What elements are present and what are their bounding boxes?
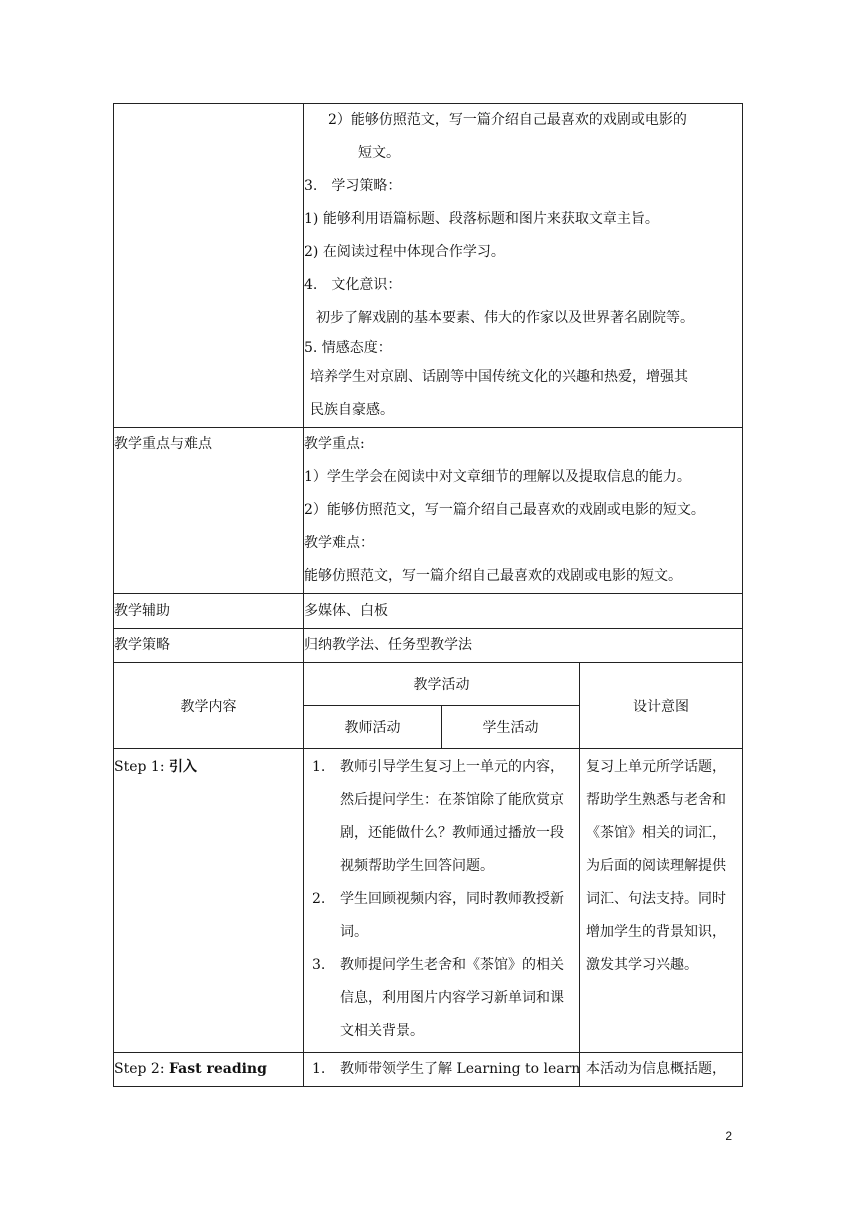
objectives-label-cell <box>114 104 304 428</box>
step2-row <box>114 1053 743 1087</box>
header-student-text: 学生活动 <box>482 720 539 736</box>
difficult-title: 教学难点： <box>304 535 374 551</box>
step1-intent-text: 复习上单元所学话题，帮助学生熟悉与老舍和《茶馆》相关的词汇，为后面的阅读理解提供词汇、句法支持。同时增加学生的背景知识，激发其学习兴趣。 <box>586 759 726 973</box>
aids-value <box>304 594 743 629</box>
emotion-item: 民族自豪感。 <box>310 402 394 418</box>
objective-line: 2）能够仿照范文，写一篇介绍自己最喜欢的戏剧或电影的 <box>328 112 687 128</box>
step2-list <box>312 1053 579 1086</box>
aids-label-text: 教学辅助 <box>114 603 170 619</box>
emotion-item: 培养学生对京剧、话剧等中国传统文化的兴趣和热爱，增强其 <box>310 369 688 385</box>
strategy-label-text: 教学策略 <box>114 637 170 653</box>
step1-item-number: 1. <box>312 759 326 775</box>
activity-header-row <box>114 663 743 706</box>
key-title: 教学重点: <box>304 436 365 452</box>
step2-label-prefix: Step 2: <box>114 1061 169 1077</box>
header-content <box>114 663 304 749</box>
strategy-title: 3. 学习策略： <box>304 178 402 194</box>
header-activities <box>304 663 580 706</box>
culture-item: 初步了解戏剧的基本要素、伟大的作家以及世界著名剧院等。 <box>316 310 694 326</box>
step2-activities <box>304 1053 580 1087</box>
step2-item-number: 1. <box>312 1061 326 1077</box>
step2-item <box>312 1053 579 1086</box>
difficult-item: 能够仿照范文，写一篇介绍自己最喜欢的戏剧或电影的短文。 <box>304 568 682 584</box>
header-intent-text: 设计意图 <box>633 698 689 715</box>
step2-intent <box>580 1053 743 1087</box>
header-student <box>442 706 580 749</box>
objective-line: 短文。 <box>358 145 400 161</box>
step1-activities <box>304 749 580 1053</box>
step2-label-main: Fast reading <box>169 1061 267 1077</box>
step1-item <box>312 949 573 1052</box>
strategy-value-text: 归纳教学法、任务型教学法 <box>304 637 472 653</box>
key-item: 2）能够仿照范文，写一篇介绍自己最喜欢的戏剧或电影的短文。 <box>304 502 705 518</box>
header-intent <box>580 663 743 749</box>
key-points-content <box>304 428 743 594</box>
strategy-item: 1) 能够利用语篇标题、段落标题和图片来获取文章主旨。 <box>304 211 659 227</box>
emotion-title: 5. 情感态度： <box>304 340 392 356</box>
step1-row <box>114 749 743 1053</box>
step2-intent-text: 本活动为信息概括题， <box>586 1061 726 1077</box>
strategy-value <box>304 629 743 663</box>
key-points-label-text: 教学重点与难点 <box>114 436 212 452</box>
step1-intent <box>580 749 743 1053</box>
strategy-row <box>114 629 743 663</box>
strategy-item: 2) 在阅读过程中体现合作学习。 <box>304 244 505 260</box>
objectives-content-cell <box>304 104 743 428</box>
header-content-text: 教学内容 <box>180 698 237 715</box>
step1-label-prefix: Step 1: <box>114 759 169 775</box>
step1-item-text: 学生回顾视频内容，同时教师教授新词。 <box>340 891 564 940</box>
step2-label <box>114 1053 304 1087</box>
aids-row <box>114 594 743 629</box>
culture-title: 4. 文化意识： <box>304 277 402 293</box>
page-number: 2 <box>725 1129 732 1143</box>
header-teacher-text: 教师活动 <box>344 720 401 736</box>
step1-label <box>114 749 304 1053</box>
step1-item-number: 2. <box>312 891 326 907</box>
header-teacher <box>304 706 442 749</box>
key-item: 1）学生学会在阅读中对文章细节的理解以及提取信息的能力。 <box>304 469 691 485</box>
aids-label <box>114 594 304 629</box>
step1-list <box>312 751 573 1052</box>
step1-item-text: 教师引导学生复习上一单元的内容，然后提问学生：在茶馆除了能欣赏京剧，还能做什么？教师通过播放一段视频帮助学生回答问题。 <box>340 759 564 874</box>
key-points-label <box>114 428 304 594</box>
aids-value-text: 多媒体、白板 <box>304 603 388 619</box>
strategy-label <box>114 629 304 663</box>
step2-item-text: 教师带领学生了解 Learning to learn <box>340 1061 581 1077</box>
step1-item-number: 3. <box>312 957 326 973</box>
objectives-row <box>114 104 743 428</box>
header-activities-text: 教学活动 <box>413 677 470 693</box>
lesson-plan-table <box>113 103 743 1087</box>
step1-item <box>312 751 573 883</box>
step1-item-text: 教师提问学生老舍和《茶馆》的相关信息，利用图片内容学习新单词和课文相关背景。 <box>340 957 564 1039</box>
key-points-row <box>114 428 743 594</box>
step1-label-main: 引入 <box>169 759 197 775</box>
step1-item <box>312 883 573 949</box>
